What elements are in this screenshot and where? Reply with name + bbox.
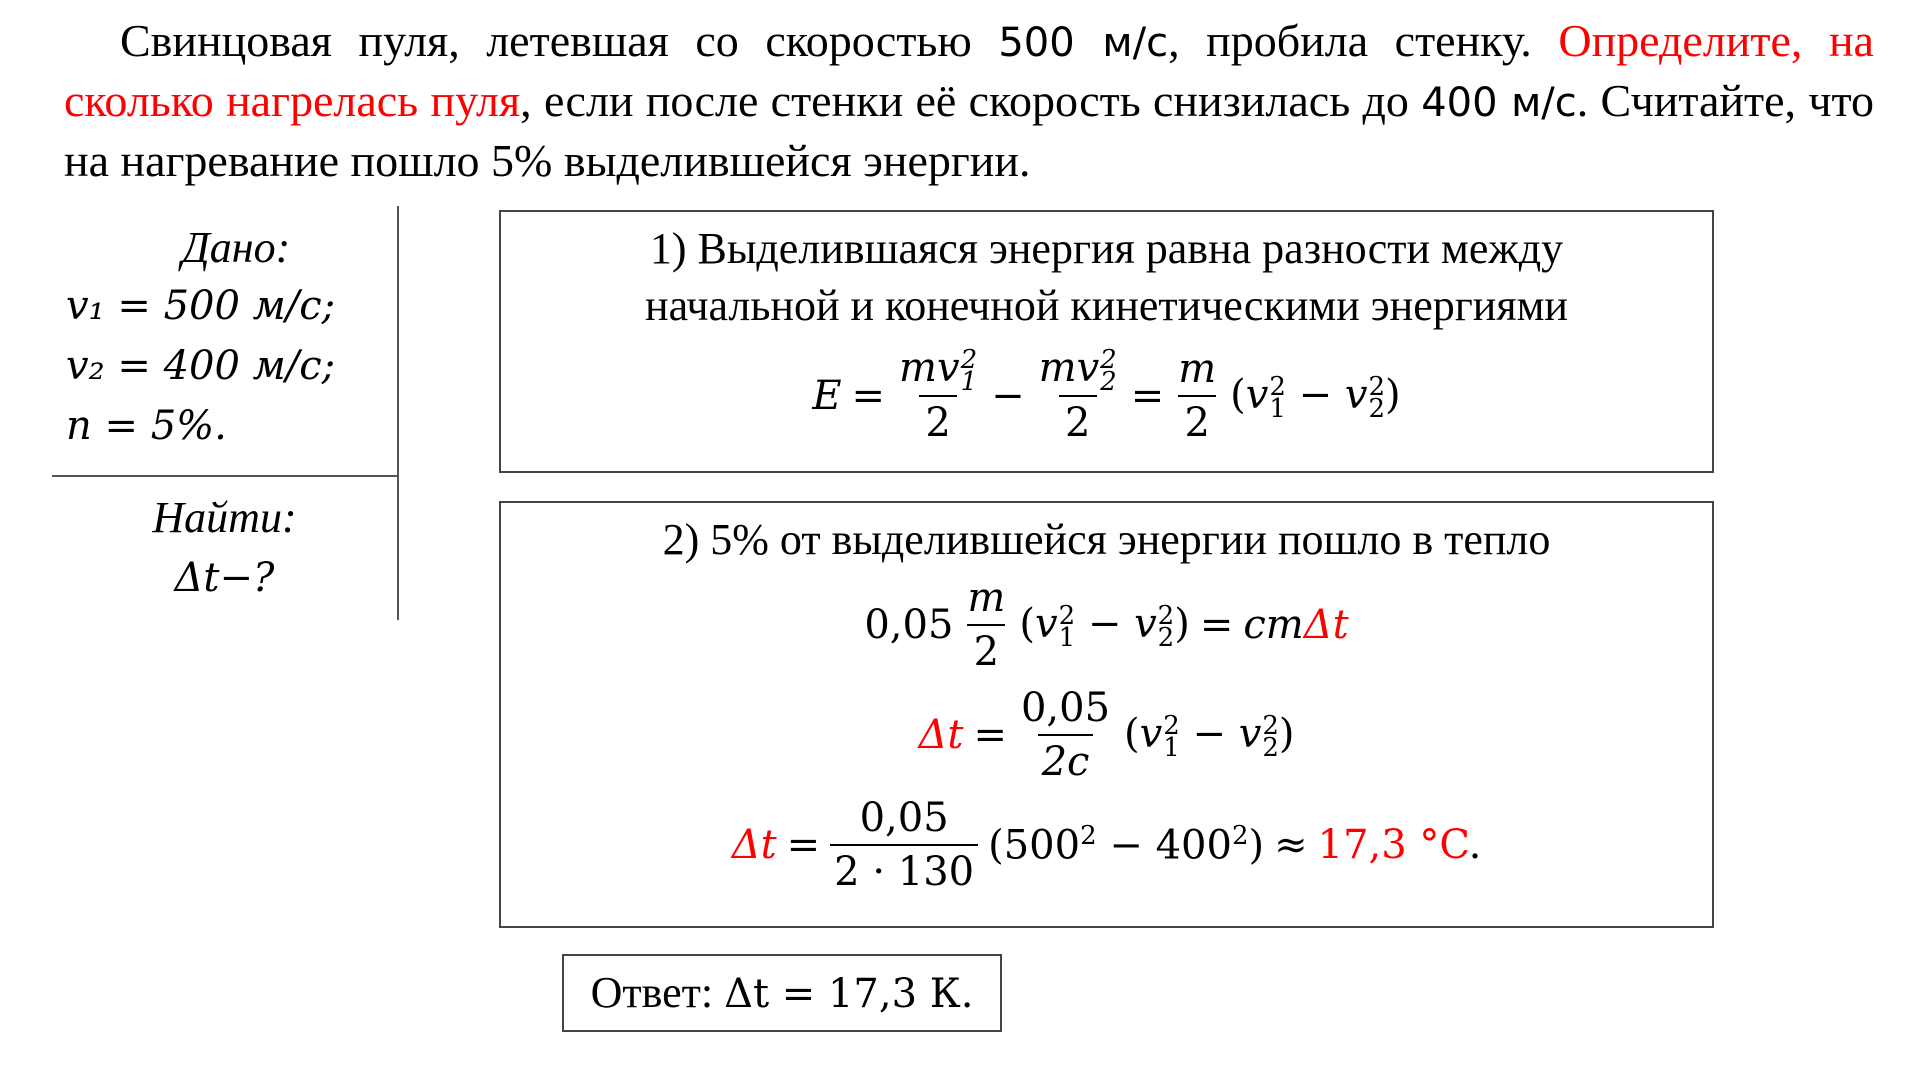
denominator-2c: 2 · 130: [830, 844, 978, 896]
num-v1: 500: [1003, 822, 1081, 869]
given-title: Дано:: [181, 223, 291, 272]
fraction-m-over-2: $\frac{m}{2}$: [1178, 345, 1217, 446]
delta-t-calculation: Δt = $\frac{0,05}{2 \cdot 130}$ $(500^2 - 400^2)$ ≈ 17,3 °C.: [731, 795, 1482, 895]
find-title: Найти:: [152, 493, 297, 542]
problem-text-3: , если после стенки её скорость снизилась до: [520, 75, 1422, 126]
problem-text-4: . Считайте, что на нагревание пошло 5% выделившейся энергии.: [64, 75, 1874, 186]
problem-speed-2: 400 м/с: [1421, 80, 1577, 126]
answer-label: Ответ:: [590, 968, 714, 1017]
answer-box: [562, 954, 1002, 1032]
step1-heading: 1) Выделившаяся энергия равна разности между начальной и конечной кинетическими энергиями: [645, 224, 1568, 330]
heat-equation: 0,05 $\frac{m}{2}$ (v 2 1 − v 2 2 ) = cm Δt: [864, 575, 1349, 675]
given-section: [66, 220, 396, 456]
solution-step-1: [499, 210, 1714, 473]
fraction-mv2: mv 2 2 2: [1038, 345, 1117, 446]
problem-statement: [64, 12, 1874, 190]
num-v2: 400: [1155, 822, 1232, 869]
problem-text-1: Свинцовая пуля, летевшая со скоростью: [120, 15, 999, 66]
energy-formula: E = mv 2 1 2 − mv 2 2 2 = $\frac{m}{2}$ (v 2 1 − v 2 2 ): [812, 345, 1401, 446]
coef-1: 0,05: [864, 602, 954, 648]
given-divider-horizontal: [52, 475, 397, 477]
problem-question: Определите, на сколько нагрелась пуля: [64, 15, 1874, 126]
fraction-coef-over-2c: $\frac{0,05}{2c}$: [1017, 684, 1114, 786]
problem-speed-1: 500 м/с: [998, 20, 1169, 66]
fraction-mv1: mv 2 1 2: [899, 345, 978, 446]
coef-2: 0,05: [1020, 685, 1111, 731]
solution-step-2: [499, 501, 1714, 928]
given-row-n: n = 5%.: [66, 403, 227, 449]
given-row-v2: v₂ = 400 м/с;: [66, 343, 336, 389]
problem-text-2: , пробила стенку.: [1168, 15, 1559, 66]
delta-t-formula: Δt = $\frac{0,05}{2c}$ (v 2 1 − v 2 2 ): [918, 685, 1295, 785]
fraction-numeric: [830, 794, 978, 896]
find-row: Δt−?: [174, 555, 275, 601]
fraction-m-over-2-b: $\frac{m}{2}$: [967, 575, 1006, 675]
step2-heading: 2) 5% от выделившейся энергии пошло в тепло: [662, 515, 1551, 564]
result-value: 17,3 °C: [1317, 822, 1469, 868]
find-section: [52, 490, 397, 610]
given-divider-vertical: [397, 206, 399, 620]
given-row-v1: v₁ = 500 м/с;: [66, 283, 336, 329]
answer-value: Δt = 17,3 К.: [724, 971, 974, 1017]
coef-3: 0,05: [859, 795, 949, 841]
